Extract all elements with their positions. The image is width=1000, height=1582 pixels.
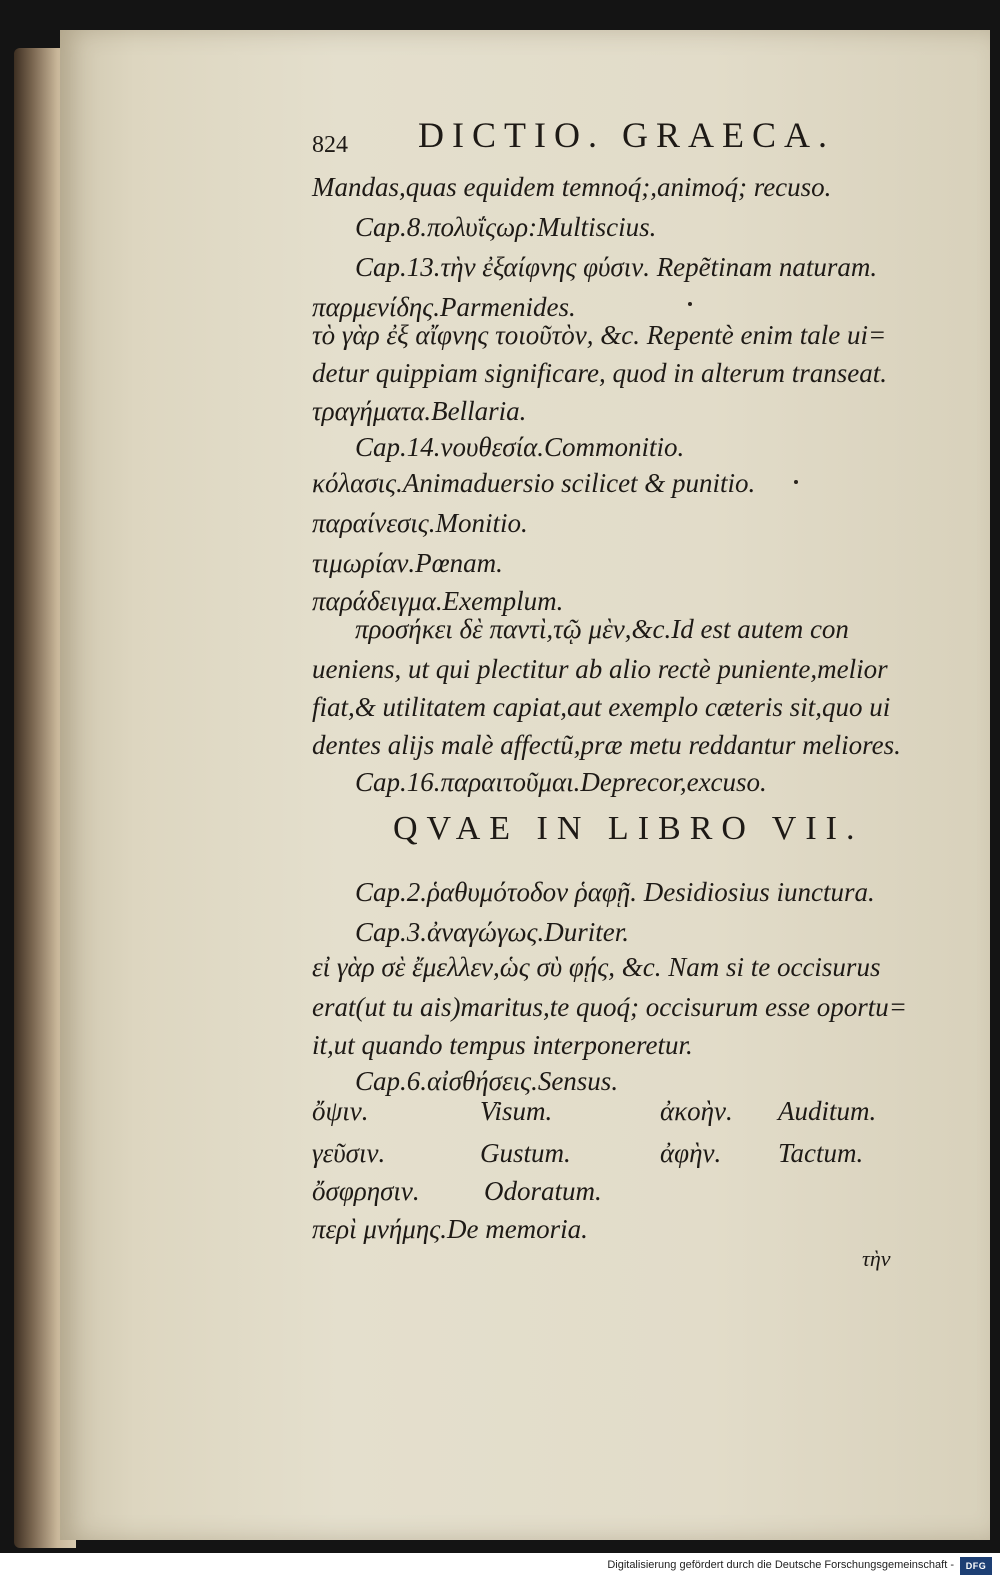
catchword: τὴν [862,1246,891,1271]
senses-cell: ὄψιν. [312,1096,369,1126]
section-title: QVAE IN LIBRO VII. [393,810,864,847]
text-line: προσήκει δὲ παντὶ,τῷ μὲν,&c.Id est autem con [355,614,849,644]
footer-credit: Digitalisierung gefördert durch die Deutsche Forschungsgemeinschaft - [607,1559,954,1571]
text-line: παραίνεσις.Monitio. [312,508,528,538]
text-line: παράδειγμα.Exemplum. [312,586,564,616]
text-line: Cap.6.αἰσθήσεις.Sensus. [355,1066,619,1096]
text-line: τραγήματα.Bellaria. [312,396,527,426]
text-line: it,ut quando tempus interponeretur. [312,1030,693,1060]
text-line: Mandas,quas equidem temnoq́;,animoq́; recuso. [312,172,832,202]
senses-cell: Gustum. [480,1138,571,1168]
senses-cell: Odoratum. [484,1176,602,1206]
senses-cell: Tactum. [778,1138,864,1168]
text-line: erat(ut tu ais)maritus,te quoq́; occisurum esse oportu= [312,992,907,1022]
text-line: Cap.16.παραιτοῦμαι.Deprecor,excuso. [355,767,767,797]
senses-cell: Auditum. [778,1096,877,1126]
ink-speck [688,302,692,306]
text-line: dentes alijs malè affectũ,præ metu reddantur meliores. [312,730,901,760]
text-line: τιμωρίαν.Pœnam. [312,548,503,578]
text-line: παρμενίδης.Parmenides. [312,292,576,322]
text-line: Cap.13.τὴν ἐξαίφνης φύσιν. Repẽtinam naturam. [355,252,878,282]
senses-cell: γεῦσιν. [312,1138,386,1168]
text-line: τὸ γὰρ ἐξ αἴφνης τοιοῦτὸν, &c. Repentè enim tale ui= [312,320,887,350]
text-line: περὶ μνήμης.De memoria. [312,1214,588,1244]
text-line: Cap.2.ῥαθυμότοδον ῥαφῇ. Desidiosius iunctura. [355,877,875,907]
text-line: detur quippiam significare, quod in alterum transeat. [312,358,887,388]
page-number: 824 [312,132,348,158]
text-line: Cap.14.νουθεσία.Commonitio. [355,432,685,462]
text-line: κόλασις.Animaduersio scilicet & punitio. [312,468,756,498]
senses-cell: ἀφὴν. [660,1138,722,1168]
senses-cell: Visum. [480,1096,553,1126]
text-line: εἰ γὰρ σὲ ἔμελλεν,ὡς σὺ φῄς, &c. Nam si te occisurus [312,952,881,982]
text-line: Cap.8.πολυΐςωρ:Multiscius. [355,212,657,242]
running-title: DICTIO. GRAECA. [418,115,835,155]
text-line: fiat,& utilitatem capiat,aut exemplo cæteris sit,quo ui [312,692,891,722]
senses-cell: ἀκοὴν. [660,1096,733,1126]
ink-speck [794,480,798,484]
text-line: ueniens, ut qui plectitur ab alio rectè puniente,melior [312,654,888,684]
senses-cell: ὄσφρησιν. [312,1176,420,1206]
dfg-logo: DFG [960,1557,992,1575]
text-line: Cap.3.ἀναγώγως.Duriter. [355,917,629,947]
